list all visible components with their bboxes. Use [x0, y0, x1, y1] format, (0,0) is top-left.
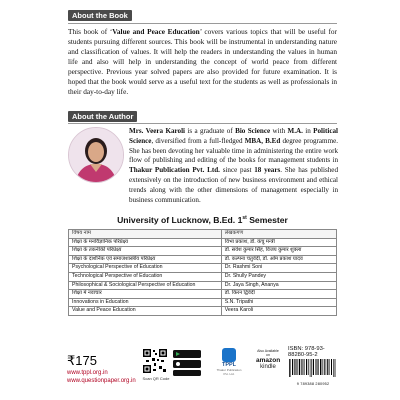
- subject-cell: Value and Peace Education: [69, 307, 222, 316]
- table-row: [69, 238, 337, 247]
- publisher-name: Thakur Publication Pvt. Ltd.: [129, 166, 220, 175]
- app-store-badges-icon[interactable]: [172, 349, 202, 377]
- subject-cell: शिक्षा में नवाचार: [69, 290, 222, 299]
- author-cell: Dr. Rashmi Soni: [221, 264, 336, 273]
- subject-cell: Innovations in Education: [69, 298, 222, 307]
- table-row: [69, 307, 337, 316]
- author-text-part: in: [302, 127, 314, 135]
- subject-cell: शिक्षा के दार्शनिक एवं समाजशास्त्रीय परिप्रेक्ष्य: [69, 255, 222, 264]
- syllabus-title: [80, 215, 325, 225]
- syllabus-title-main: University of Lucknow, B.Ed. 1: [117, 215, 243, 225]
- about-book-text: [68, 27, 337, 97]
- author-text-part: . She has published extensively on the introduction of new business environment and ethical trends along with the other dimensions of management especially in business communication.: [129, 166, 338, 204]
- author-text-part: with: [270, 127, 288, 135]
- author-degree: M.A.: [287, 127, 303, 135]
- table-row: [69, 247, 337, 256]
- syllabus-title-sup: st: [242, 215, 247, 222]
- tppl-logo-icon: [222, 348, 236, 362]
- author-degree: Political Science: [129, 127, 338, 145]
- syllabus-table: [68, 229, 337, 316]
- author-portrait-image: [69, 128, 123, 182]
- table-row: [69, 272, 337, 281]
- barcode-icon: [288, 359, 338, 377]
- author-degree: MBA, B.Ed: [244, 136, 281, 145]
- publisher-logo: [214, 348, 244, 376]
- isbn-block: [288, 346, 338, 386]
- column-header-author: लेखकगण: [221, 230, 336, 239]
- availability-text: Also Available on: [257, 349, 279, 357]
- publisher-full-name: Thakur Publication Pvt. Ltd.: [216, 368, 242, 376]
- author-cell: विभा प्रकाश, डॉ. कंचु मन्त्री: [221, 238, 336, 247]
- about-book-heading: About the Book: [68, 10, 132, 21]
- subject-cell: शिक्षा के तकनीकी परिप्रेक्ष्य: [69, 247, 222, 256]
- author-degree: Bio Science: [235, 127, 271, 135]
- price: ₹175: [67, 353, 97, 368]
- author-text-part: , diversified from a full-fledged: [151, 136, 245, 145]
- qr-code-icon[interactable]: [142, 348, 168, 374]
- kindle-logo-text: kindle: [260, 364, 276, 370]
- table-header-row: [69, 230, 337, 239]
- amazon-kindle-badge[interactable]: [256, 349, 280, 377]
- qr-caption: Scan QR Code: [142, 376, 170, 381]
- about-author-text: [129, 127, 338, 205]
- divider: [68, 23, 337, 24]
- barcode-digits: 9 789388 280952: [296, 382, 330, 386]
- website-links: [67, 370, 136, 385]
- years-of-experience: 18 years: [254, 166, 281, 175]
- table-row: [69, 255, 337, 264]
- table-row: [69, 281, 337, 290]
- subject-cell: Psychological Perspective of Education: [69, 264, 222, 273]
- subject-cell: Technological Perspective of Education: [69, 272, 222, 281]
- author-cell: Veera Karoli: [221, 307, 336, 316]
- about-book-text-part: ’ covers various topics that will be useful for students pursuing different sources. This book will be instrumental in understanding nature and classification of values. It will help the readers in understanding the values in human life and also will help in understanding the concept of world peace from different perspective. Previous year solved papers are also provided for future examination. It is hoped that the book would serve as a useful text for the students as well as professionals in their day-to-day life.: [68, 27, 337, 96]
- author-cell: Dr. Shully Pandey: [221, 272, 336, 281]
- author-text-part: is a graduate of: [185, 127, 236, 135]
- author-name: Mrs. Veera Karoli: [129, 127, 186, 135]
- author-cell: डॉ. किरन द्विवेदी: [221, 290, 336, 299]
- author-photo: [68, 127, 124, 183]
- column-header-subject: विषय नाम: [69, 230, 222, 239]
- author-cell: Dr. Jaya Singh, Ananya: [221, 281, 336, 290]
- website-url-alt[interactable]: www.questionpaper.org.in: [67, 377, 136, 384]
- table-row: [69, 264, 337, 273]
- isbn-number: ISBN: 978-93-88280-95-2: [288, 346, 325, 358]
- subject-cell: शिक्षा के मनोवैज्ञानिक परिप्रेक्ष्य: [69, 238, 222, 247]
- table-row: [69, 298, 337, 307]
- book-title: Value and Peace Education: [112, 27, 200, 36]
- syllabus-title-tail: Semester: [246, 215, 288, 225]
- divider: [68, 123, 337, 124]
- subject-cell: Philosophical & Sociological Perspective of Education: [69, 281, 222, 290]
- author-cell: डॉ. सर्वेश कुमार सिंह, विजय कुमार शुक्ला: [221, 247, 336, 256]
- author-text-part: since past: [219, 166, 255, 175]
- website-url[interactable]: www.tppl.org.in: [67, 370, 108, 376]
- amazon-logo-text: amazon: [256, 357, 281, 364]
- about-book-text-part: This book of ‘: [68, 27, 113, 36]
- author-cell: डॉ. कल्पना चतुर्वेदी, डॉ. ओम प्रकाश यादव: [221, 255, 336, 264]
- about-author-heading: About the Author: [68, 111, 137, 122]
- publisher-short-name: TPPL: [221, 362, 237, 368]
- author-cell: S.N. Tripathi: [221, 298, 336, 307]
- table-row: [69, 290, 337, 299]
- author-text-part: degree programme. She has been devoting her valuable time in administering the entire work flow of publishing and editing of the books for management students in: [129, 136, 339, 165]
